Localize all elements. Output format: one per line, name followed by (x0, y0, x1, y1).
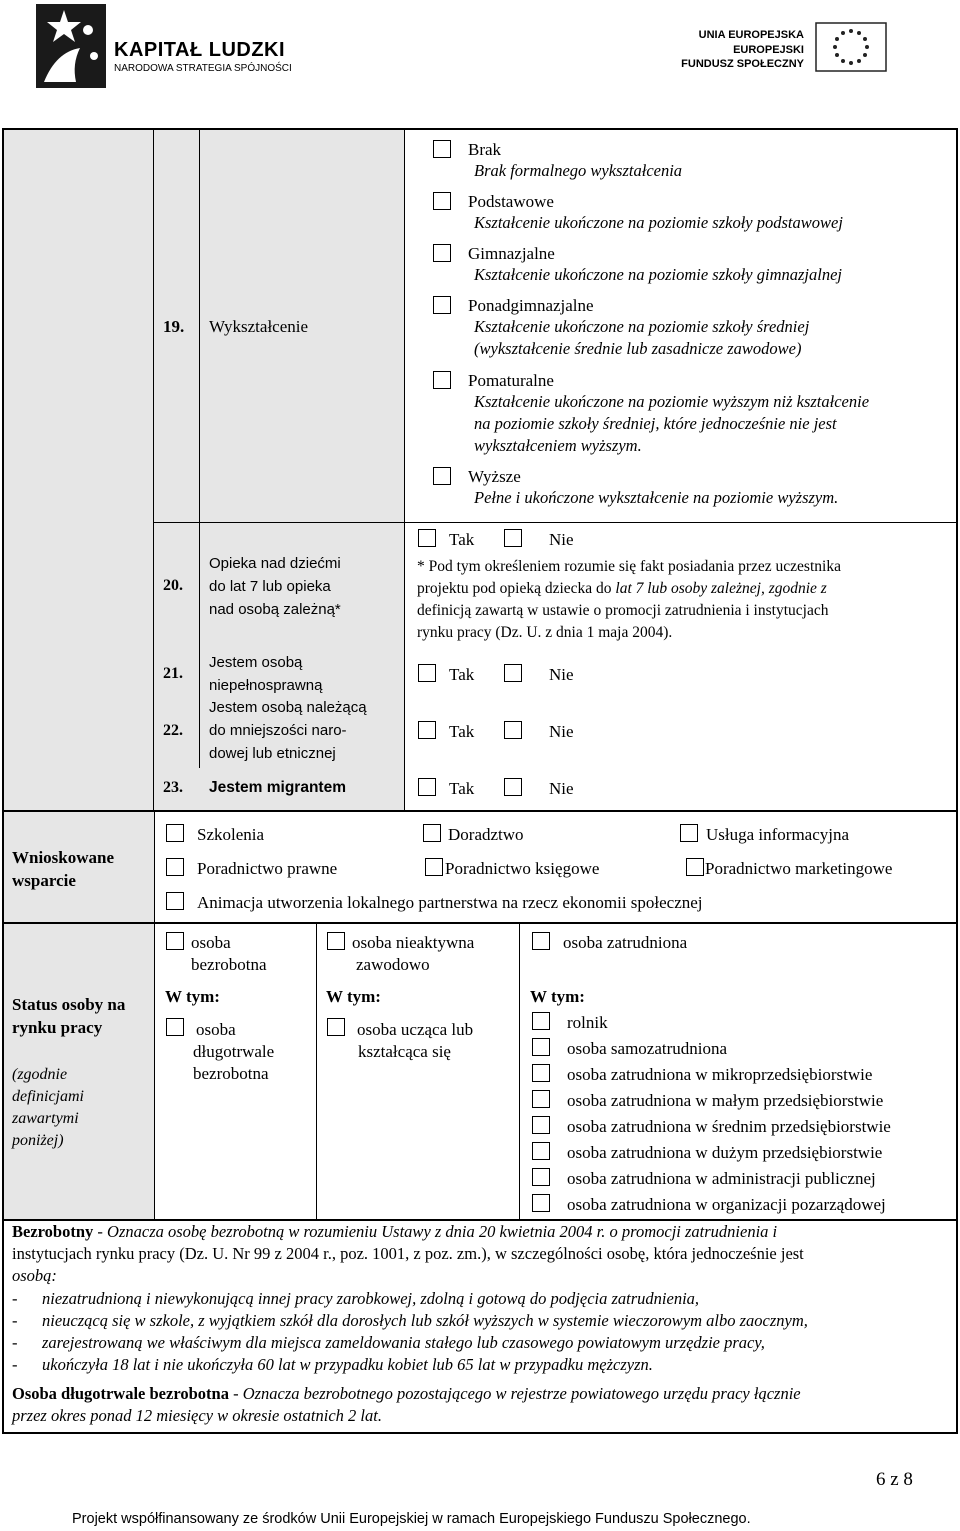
row-21-tak-checkbox[interactable] (418, 664, 436, 682)
eu-flag-icon (815, 22, 887, 72)
support-prawne-checkbox[interactable] (166, 858, 184, 876)
definition-bullet-text: niezatrudnioną i niewykonującą innej pracy zarobkowej, zdolną i gotową do podjęcia zatrudnienia, (42, 1289, 700, 1308)
education-option-checkbox[interactable] (433, 140, 451, 158)
definition-bullet-dash: - (12, 1355, 18, 1374)
row-21-nie-label: Nie (549, 665, 574, 684)
employed-option-checkbox[interactable] (532, 1116, 550, 1134)
support-usluga-checkbox[interactable] (680, 824, 698, 842)
education-option-description: wykształceniem wyższym. (474, 436, 642, 455)
definition-bullet-dash: - (12, 1333, 18, 1352)
employed-option-checkbox[interactable] (532, 1090, 550, 1108)
unia-europejska-logo (681, 22, 940, 72)
employed-option-label: osoba zatrudniona w dużym przedsiębiorstwie (567, 1143, 883, 1162)
status-bezrobotna-label-1: osoba (191, 933, 231, 952)
kapital-ludzki-emblem-icon (36, 4, 106, 88)
status-zatrudniona-label: osoba zatrudniona (563, 933, 688, 952)
row-20-tak-label: Tak (449, 530, 475, 549)
row-23-tak-label: Tak (449, 779, 475, 798)
education-option-title: Ponadgimnazjalne (468, 296, 594, 315)
support-ksiegowe-label: Poradnictwo księgowe (445, 859, 600, 878)
status-nieaktywna-label-1: osoba nieaktywna (352, 933, 475, 952)
status-uczaca-label-1: osoba ucząca lub (357, 1020, 474, 1039)
education-option-title: Gimnazjalne (468, 244, 555, 263)
status-nieaktywna-checkbox[interactable] (327, 932, 345, 950)
education-option-description: Kształcenie ukończone na poziomie wyższym niż kształcenie (474, 392, 870, 411)
logo-left-subtitle: NARODOWA STRATEGIA SPÓJNOŚCI (114, 63, 292, 74)
education-option-description: Kształcenie ukończone na poziomie szkoły gimnazjalnej (474, 265, 842, 284)
definition-bullet-dash: - (12, 1289, 18, 1308)
row-20-number: 20. (163, 577, 183, 594)
employed-option-checkbox[interactable] (532, 1168, 550, 1186)
row-21-number: 21. (163, 665, 183, 682)
row-23-label: Jestem migrantem (209, 779, 346, 796)
page-number: 6 z 8 (876, 1469, 913, 1490)
status-uczaca-label-2: kształcąca się (358, 1042, 451, 1061)
row-22-nie-checkbox[interactable] (504, 721, 522, 739)
status-bezrobotna-checkbox[interactable] (166, 932, 184, 950)
support-doradztwo-label: Doradztwo (448, 825, 524, 844)
kapital-ludzki-logo (36, 4, 306, 88)
education-option-description: Pełne i ukończone wykształcenie na poziomie wyższym. (474, 488, 839, 507)
definition-bullet-text: ukończyła 18 lat i nie ukończyła 60 lat w przypadku kobiet lub 65 lat w przypadku mężczyzn. (42, 1355, 653, 1374)
row-19-number: 19. (163, 317, 185, 336)
employed-option-checkbox[interactable] (532, 1194, 550, 1212)
status-dlugotrwale-checkbox[interactable] (166, 1018, 184, 1036)
education-option-title: Wyższe (468, 467, 521, 486)
row-22-tak-label: Tak (449, 722, 475, 741)
support-usluga-label: Usługa informacyjna (706, 825, 850, 844)
row-22-tak-checkbox[interactable] (418, 721, 436, 739)
status-dlugotrwale-label-1: osoba (196, 1020, 236, 1039)
logo-right-line2: EUROPEJSKI (733, 44, 804, 56)
status-dlugotrwale-label-2: długotrwale (193, 1042, 275, 1061)
education-option-title: Pomaturalne (468, 371, 554, 390)
support-animacja-checkbox[interactable] (166, 892, 184, 910)
education-option-title: Brak (468, 140, 502, 159)
employed-option-checkbox[interactable] (532, 1064, 550, 1082)
employed-option-label: osoba zatrudniona w mikroprzedsiębiorstwie (567, 1065, 873, 1084)
definition-bezrobotny-term: Bezrobotny (12, 1222, 94, 1241)
status-uczaca-checkbox[interactable] (327, 1018, 345, 1036)
education-option-checkbox[interactable] (433, 371, 451, 389)
status-zatrudniona-wtym: W tym: (530, 987, 585, 1006)
education-option-description: (wykształcenie średnie lub zasadnicze zawodowe) (474, 339, 802, 358)
employed-option-checkbox[interactable] (532, 1142, 550, 1160)
row-20-tak-checkbox[interactable] (418, 529, 436, 547)
row-23-nie-label: Nie (549, 779, 574, 798)
row-21-tak-label: Tak (449, 665, 475, 684)
row-21-nie-checkbox[interactable] (504, 664, 522, 682)
support-szkolenia-checkbox[interactable] (166, 824, 184, 842)
status-zatrudniona-checkbox[interactable] (532, 932, 550, 950)
definition-dlugotrwale-term: Osoba długotrwale bezrobotna (12, 1384, 229, 1403)
definition-bullet-dash: - (12, 1311, 18, 1330)
support-szkolenia-label: Szkolenia (197, 825, 265, 844)
definition-bullet-text: zarejestrowaną we właściwym dla miejsca zameldowania stałego lub czasowego powiatowym urzędzie pracy, (42, 1333, 765, 1352)
status-dlugotrwale-label-3: bezrobotna (193, 1064, 269, 1083)
employed-option-label: osoba zatrudniona w administracji publicznej (567, 1169, 876, 1188)
employed-option-label: osoba zatrudniona w organizacji pozarządowej (567, 1195, 886, 1214)
status-nieaktywna-wtym: W tym: (326, 987, 381, 1006)
row-19-label: Wykształcenie (209, 317, 309, 336)
education-option-checkbox[interactable] (433, 467, 451, 485)
education-option-description: Kształcenie ukończone na poziomie szkoły średniej (474, 317, 810, 336)
definition-bullet-text: nieuczącą się w szkole, z wyjątkiem szkół dla dorosłych lub szkół wyższych w systemie wieczorowym albo zaocznym, (42, 1311, 808, 1330)
row-23-number: 23. (163, 779, 183, 796)
employed-option-label: osoba samozatrudniona (567, 1039, 728, 1058)
education-option-checkbox[interactable] (433, 296, 451, 314)
status-bezrobotna-label-2: bezrobotna (191, 955, 267, 974)
support-animacja-label: Animacja utworzenia lokalnego partnerstwa na rzecz ekonomii społecznej (197, 893, 703, 912)
support-doradztwo-checkbox[interactable] (423, 824, 441, 842)
row-20-nie-checkbox[interactable] (504, 529, 522, 547)
support-ksiegowe-checkbox[interactable] (425, 858, 443, 876)
education-option-description: Brak formalnego wykształcenia (474, 161, 683, 180)
row-23-tak-checkbox[interactable] (418, 778, 436, 796)
status-nieaktywna-label-2: zawodowo (356, 955, 430, 974)
support-marketingowe-label: Poradnictwo marketingowe (705, 859, 893, 878)
employed-option-checkbox[interactable] (532, 1012, 550, 1030)
employed-option-label: osoba zatrudniona w małym przedsiębiorstwie (567, 1091, 884, 1110)
employed-option-label: osoba zatrudniona w średnim przedsiębiorstwie (567, 1117, 891, 1136)
education-option-checkbox[interactable] (433, 244, 451, 262)
education-option-description: Kształcenie ukończone na poziomie szkoły podstawowej (474, 213, 843, 232)
employed-option-label: rolnik (567, 1013, 608, 1032)
logo-right-line1: UNIA EUROPEJSKA (698, 29, 804, 41)
education-option-description: na poziomie szkoły średniej, które jednocześnie nie jest (474, 414, 837, 433)
logo-left-title: KAPITAŁ LUDZKI (114, 39, 286, 61)
employed-option-checkbox[interactable] (532, 1038, 550, 1056)
row-23-nie-checkbox[interactable] (504, 778, 522, 796)
status-bezrobotna-wtym: W tym: (165, 987, 220, 1006)
education-option-checkbox[interactable] (433, 192, 451, 210)
label-column-support (2, 812, 154, 922)
support-prawne-label: Poradnictwo prawne (197, 859, 338, 878)
funding-footer: Projekt współfinansowany ze środków Unii Europejskiej w ramach Europejskiego Funduszu Społecznego. (72, 1511, 751, 1527)
support-marketingowe-checkbox[interactable] (686, 858, 704, 876)
row-20-nie-label: Nie (549, 530, 574, 549)
logo-right-line3: FUNDUSZ SPOŁECZNY (681, 58, 804, 70)
row-22-number: 22. (163, 722, 183, 739)
education-option-title: Podstawowe (468, 192, 554, 211)
row-22-nie-label: Nie (549, 722, 574, 741)
